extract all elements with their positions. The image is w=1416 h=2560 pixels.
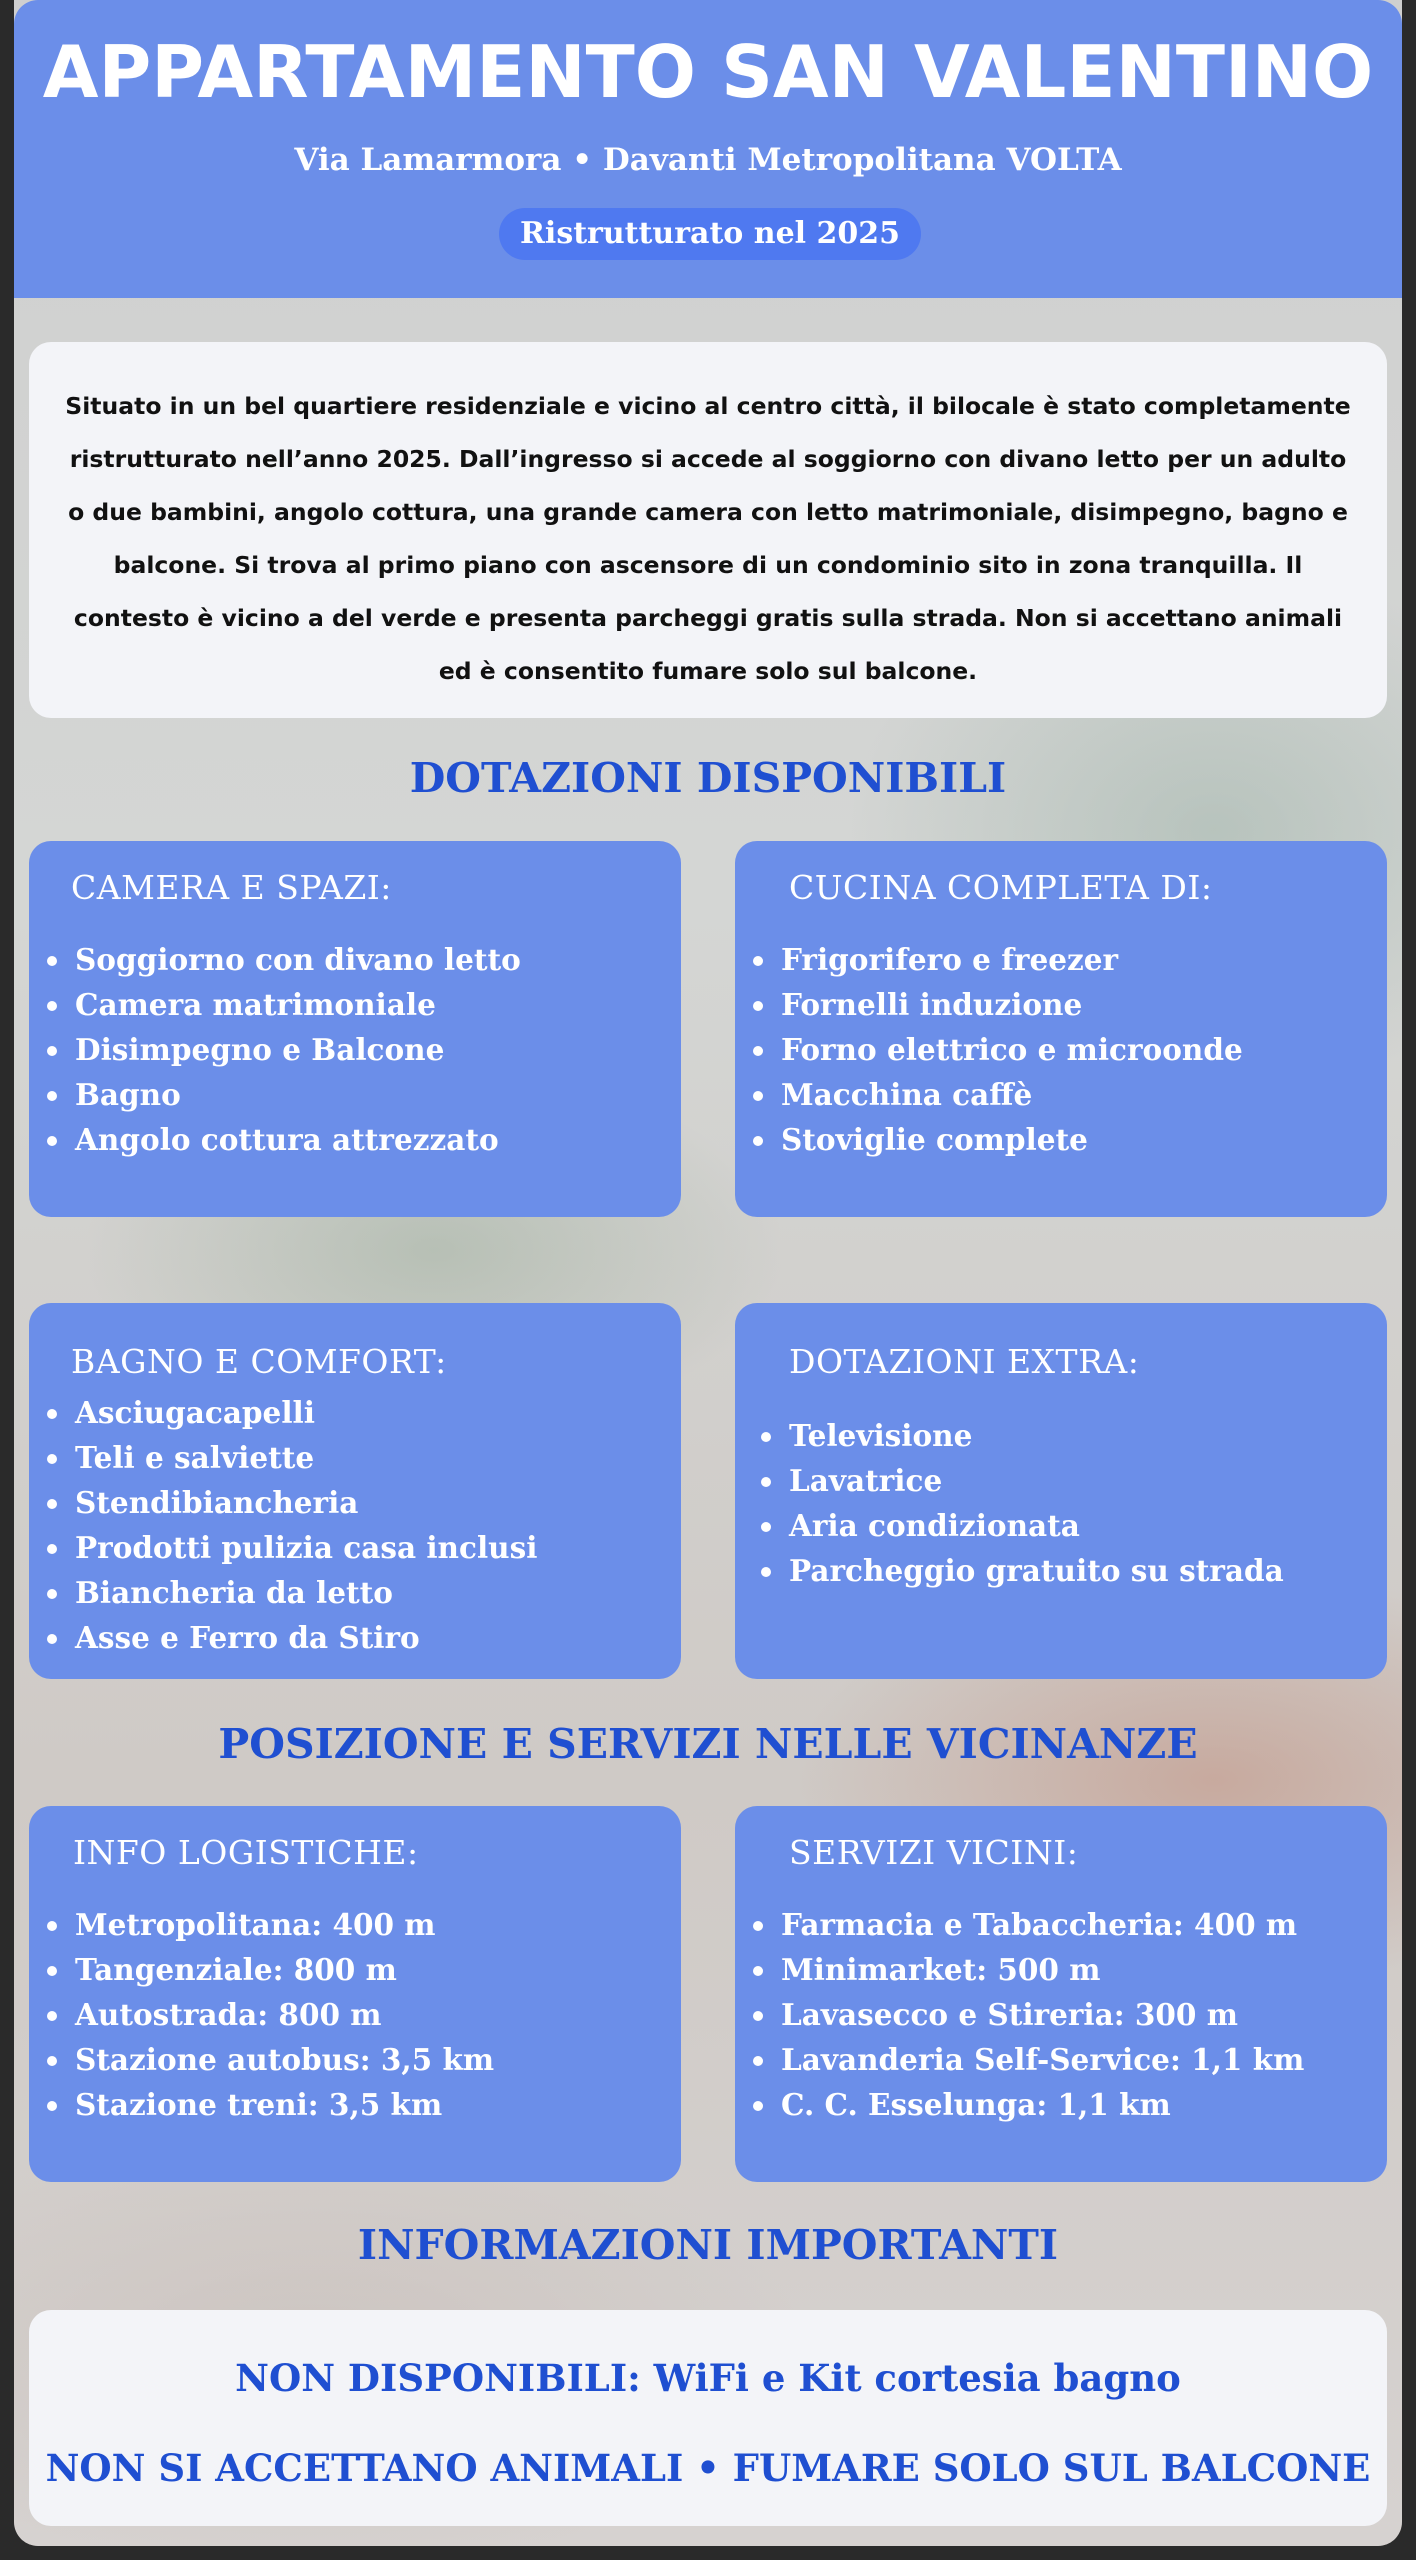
description-panel <box>29 342 1387 718</box>
distance-list <box>735 1902 1304 2127</box>
section-title-posizione: POSIZIONE E SERVIZI NELLE VICINANZE <box>218 1720 1198 1768</box>
list-item: Stoviglie complete <box>781 1117 1243 1162</box>
list-item: Asse e Ferro da Stiro <box>75 1615 537 1660</box>
card-bagno-comfort <box>29 1303 681 1679</box>
list-item: Frigorifero e freezer <box>781 937 1243 982</box>
card-info-logistiche <box>29 1806 681 2182</box>
list-item: Stazione autobus: 3,5 km <box>75 2037 494 2082</box>
header <box>14 0 1402 298</box>
card-title: CAMERA E SPAZI: <box>71 868 392 907</box>
list-item: Tangenziale: 800 m <box>75 1947 494 1992</box>
section-title-informazioni: INFORMAZIONI IMPORTANTI <box>357 2221 1059 2269</box>
amenity-list <box>735 937 1243 1162</box>
card-title: INFO LOGISTICHE: <box>73 1833 419 1872</box>
house-rules-notice: NON SI ACCETTANO ANIMALI • FUMARE SOLO SUL BALCONE <box>45 2446 1371 2490</box>
renovation-badge: Ristrutturato nel 2025 <box>499 208 921 260</box>
list-item: Stazione treni: 3,5 km <box>75 2082 494 2127</box>
list-item: Televisione <box>789 1413 1284 1458</box>
list-item: Aria condizionata <box>789 1503 1284 1548</box>
list-item: Biancheria da letto <box>75 1570 537 1615</box>
not-available-notice: NON DISPONIBILI: WiFi e Kit cortesia bagno <box>235 2356 1181 2400</box>
card-dotazioni-extra <box>735 1303 1387 1679</box>
list-item: Lavanderia Self-Service: 1,1 km <box>781 2037 1304 2082</box>
list-item: Soggiorno con divano letto <box>75 937 521 982</box>
list-item: Prodotti pulizia casa inclusi <box>75 1525 537 1570</box>
list-item: C. C. Esselunga: 1,1 km <box>781 2082 1304 2127</box>
card-servizi-vicini <box>735 1806 1387 2182</box>
list-item: Minimarket: 500 m <box>781 1947 1304 1992</box>
card-title: SERVIZI VICINI: <box>789 1833 1079 1872</box>
list-item: Fornelli induzione <box>781 982 1243 1027</box>
list-item: Asciugacapelli <box>75 1390 537 1435</box>
list-item: Teli e salviette <box>75 1435 537 1480</box>
card-title: CUCINA COMPLETA DI: <box>789 868 1213 907</box>
list-item: Angolo cottura attrezzato <box>75 1117 521 1162</box>
amenity-list <box>29 937 521 1162</box>
description-text: Situato in un bel quartiere residenziale e vicino al centro città, il bilocale è stato completamente ristrutturato nell’anno 2025. Dall’ingresso si accede al soggiorno con divano letto per un adulto o due bambini, angolo cottura, una grande camera con letto matrimoniale, disimpegno, bagno e balcone. Si trova al primo piano con ascensore di un condominio sito in zona tranquilla. Il contesto è vicino a del verde e presenta parcheggi gratis sulla strada. Non si accettano animali ed è consentito fumare solo sul balcone. <box>65 392 1351 685</box>
list-item: Bagno <box>75 1072 521 1117</box>
list-item: Macchina caffè <box>781 1072 1243 1117</box>
list-item: Camera matrimoniale <box>75 982 521 1027</box>
card-title: DOTAZIONI EXTRA: <box>789 1342 1140 1381</box>
list-item: Disimpegno e Balcone <box>75 1027 521 1072</box>
amenity-list <box>29 1390 537 1660</box>
list-item: Lavatrice <box>789 1458 1284 1503</box>
card-cucina <box>735 841 1387 1217</box>
card-title: BAGNO E COMFORT: <box>71 1342 447 1381</box>
card-camera-spazi <box>29 841 681 1217</box>
list-item: Stendibiancheria <box>75 1480 537 1525</box>
list-item: Farmacia e Tabaccheria: 400 m <box>781 1902 1304 1947</box>
section-title-dotazioni: DOTAZIONI DISPONIBILI <box>409 754 1007 802</box>
important-info-panel <box>29 2310 1387 2526</box>
list-item: Metropolitana: 400 m <box>75 1902 494 1947</box>
page-frame <box>14 0 1402 2546</box>
page-title: APPARTAMENTO SAN VALENTINO <box>42 30 1374 114</box>
list-item: Autostrada: 800 m <box>75 1992 494 2037</box>
list-item: Parcheggio gratuito su strada <box>789 1548 1284 1593</box>
distance-list <box>29 1902 494 2127</box>
amenity-list <box>735 1413 1284 1593</box>
address-subtitle: Via Lamarmora • Davanti Metropolitana VOLTA <box>294 142 1122 178</box>
list-item: Forno elettrico e microonde <box>781 1027 1243 1072</box>
list-item: Lavasecco e Stireria: 300 m <box>781 1992 1304 2037</box>
